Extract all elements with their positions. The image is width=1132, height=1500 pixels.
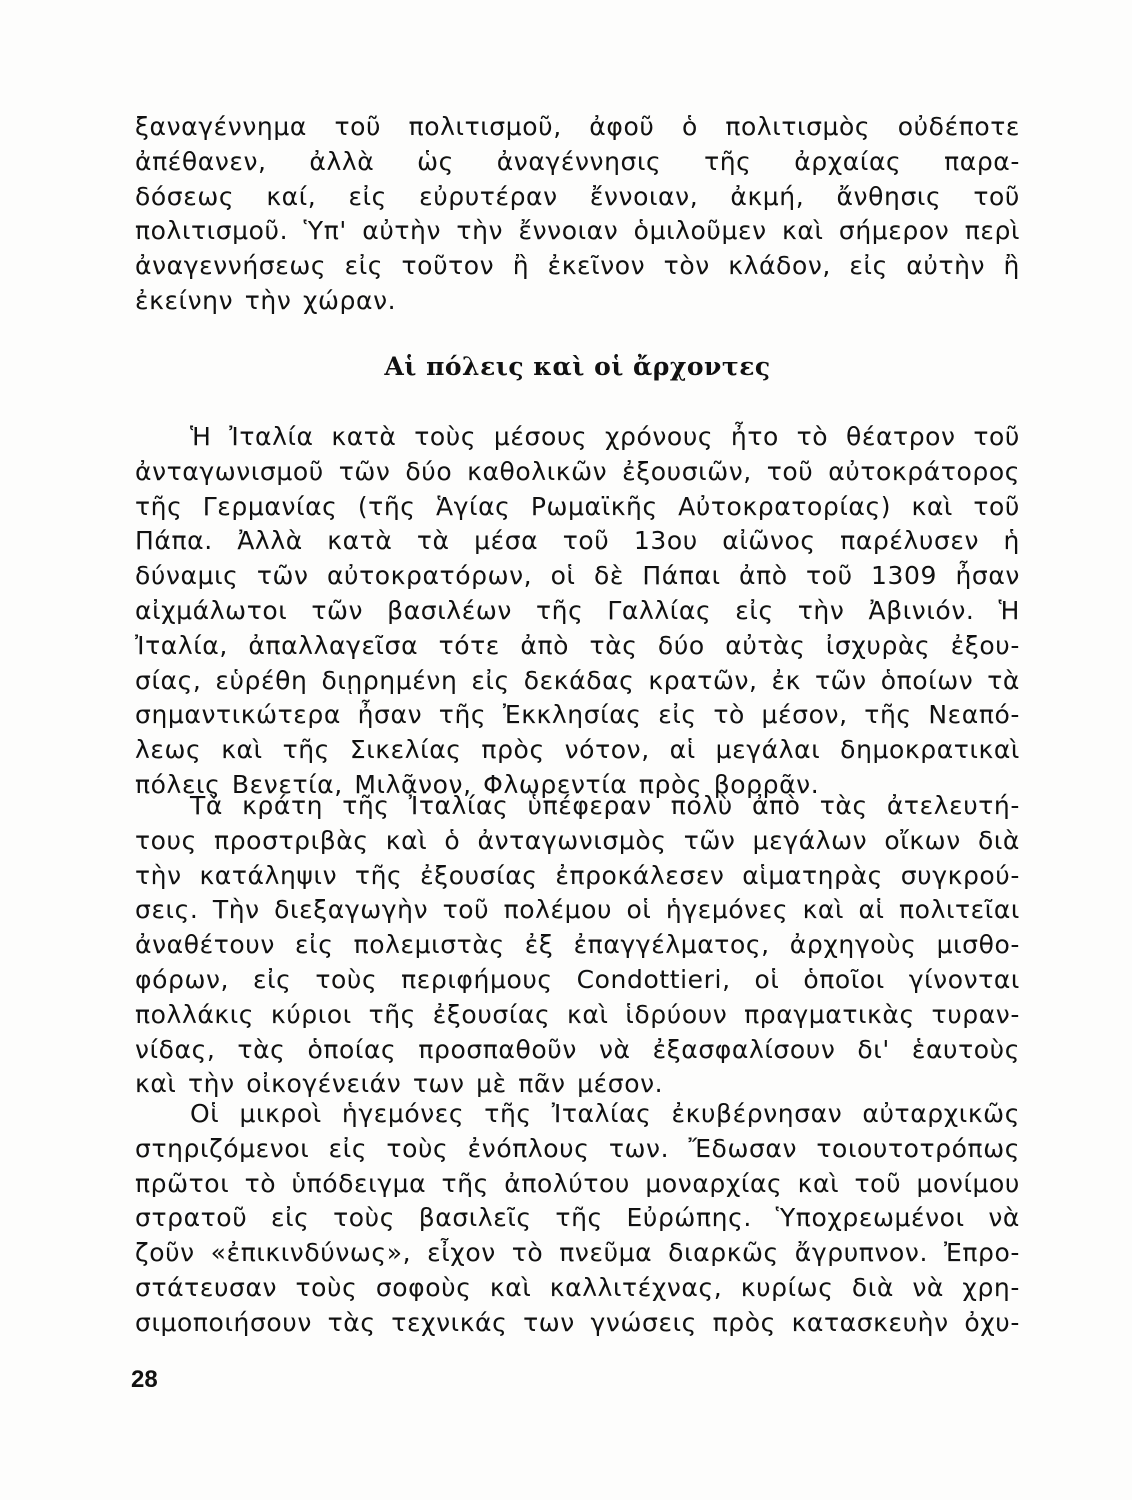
text-line: ἐκείνην τὴν χώραν. [135, 285, 397, 315]
text-line: στηριζόμενοι εἰς τοὺς ἐνόπλους των. Ἔδωσαν τοιουτοτρόπως [135, 1133, 1020, 1163]
text-line: νίδας, τὰς ὁποίας προσπαθοῦν νὰ ἐξασφαλίσουν δι' ἑαυτοὺς [135, 1034, 1020, 1064]
text-line: πόλεις Βενετία, Μιλᾶνον, Φλωρεντία πρὸς βορρᾶν. [135, 769, 820, 799]
paragraph-princes [135, 1097, 1020, 1341]
text-line: πολλάκις κύριοι τῆς ἐξουσίας καὶ ἱδρύουν πραγματικὰς τυραν- [135, 999, 1020, 1029]
text-line: ἀναθέτουν εἰς πολεμιστὰς ἐξ ἐπαγγέλματος, ἀρχηγοὺς μισθο- [135, 930, 1020, 960]
text-line: Ἰταλία, ἀπαλλαγεῖσα τότε ἀπὸ τὰς δύο αὐτὰς ἰσχυρὰς ἐξου- [135, 630, 1020, 660]
text-line: ἀναγεννήσεως εἰς τοῦτον ἢ ἐκεῖνον τὸν κλάδον, εἰς αὐτὴν ἢ [135, 251, 1020, 281]
text-line: τὴν κατάληψιν τῆς ἐξουσίας ἐπροκάλεσεν αἱματηρὰς συγκρού- [135, 860, 1020, 890]
text-line: Οἱ μικροὶ ἡγεμόνες τῆς Ἰταλίας ἐκυβέρνησαν αὐταρχικῶς [190, 1099, 1020, 1128]
text-line: ἀπέθανεν, ἀλλὰ ὡς ἀναγέννησις τῆς ἀρχαίας παρα- [135, 146, 1020, 176]
text-line: τῆς Γερμανίας (τῆς Ἁγίας Ρωμαϊκῆς Αὐτοκρατορίας) καὶ τοῦ [135, 491, 1020, 521]
paragraph-intro [135, 110, 1020, 319]
text-line: τους προστριβὰς καὶ ὁ ἀνταγωνισμὸς τῶν μεγάλων οἴκων διὰ [135, 825, 1020, 855]
text-line: σεις. Τὴν διεξαγωγὴν τοῦ πολέμου οἱ ἡγεμόνες καὶ αἱ πολιτεῖαι [135, 895, 1020, 925]
text-line: σίας, εὑρέθη διῃρημένη εἰς δεκάδας κρατῶν, ἐκ τῶν ὁποίων τὰ [135, 665, 1020, 695]
text-line: δόσεως καί, εἰς εὐρυτέραν ἔννοιαν, ἀκμή, ἄνθησις τοῦ [135, 181, 1020, 211]
text-line: ἀνταγωνισμοῦ τῶν δύο καθολικῶν ἐξουσιῶν, τοῦ αὐτοκράτορος [135, 456, 1020, 486]
paragraph-states [135, 789, 1020, 1102]
section-heading: Αἱ πόλεις καὶ οἱ ἄρχοντες [384, 352, 771, 381]
page-number: 28 [131, 1366, 158, 1393]
text-line: δύναμις τῶν αὐτοκρατόρων, οἱ δὲ Πάπαι ἀπὸ τοῦ 1309 ἦσαν [135, 561, 1020, 591]
text-line: Τὰ κράτη τῆς Ἰταλίας ὑπέφεραν πολὺ ἀπὸ τὰς ἀτελευτή- [190, 791, 1020, 820]
text-line: Πάπα. Ἀλλὰ κατὰ τὰ μέσα τοῦ 13ου αἰῶνος παρέλυσεν ἡ [135, 526, 1020, 556]
text-line: στάτευσαν τοὺς σοφοὺς καὶ καλλιτέχνας, κυρίως διὰ νὰ χρη- [135, 1272, 1020, 1302]
text-line: πρῶτοι τὸ ὑπόδειγμα τῆς ἀπολύτου μοναρχίας καὶ τοῦ μονίμου [135, 1168, 1020, 1198]
text-line: στρατοῦ εἰς τοὺς βασιλεῖς τῆς Εὐρώπης. Ὑποχρεωμένοι νὰ [135, 1203, 1020, 1233]
text-line: Ἡ Ἰταλία κατὰ τοὺς μέσους χρόνους ἦτο τὸ θέατρον τοῦ [190, 422, 1020, 451]
text-line: φόρων, εἰς τοὺς περιφήμους Condottieri, οἱ ὁποῖοι γίνονται [135, 964, 1020, 994]
text-line: σιμοποιήσουν τὰς τεχνικάς των γνώσεις πρὸς κατασκευὴν ὀχυ- [135, 1307, 1020, 1337]
text-line: καὶ τὴν οἰκογένειάν των μὲ πᾶν μέσον. [135, 1069, 664, 1099]
text-line: ζοῦν «ἐπικινδύνως», εἶχον τὸ πνεῦμα διαρκῶς ἄγρυπνον. Ἐπρο- [135, 1238, 1020, 1268]
text-line: αἰχμάλωτοι τῶν βασιλέων τῆς Γαλλίας εἰς τὴν Ἀβινιόν. Ἡ [135, 595, 1020, 625]
paragraph-italy [135, 420, 1020, 803]
text-line: λεως καὶ τῆς Σικελίας πρὸς νότον, αἱ μεγάλαι δημοκρατικαὶ [135, 735, 1020, 765]
text-line: σημαντικώτερα ἦσαν τῆς Ἐκκλησίας εἰς τὸ μέσον, τῆς Νεαπό- [135, 700, 1020, 730]
text-line: ξαναγέννημα τοῦ πολιτισμοῦ, ἀφοῦ ὁ πολιτισμὸς οὐδέποτε [135, 112, 1020, 141]
text-line: πολιτισμοῦ. Ὑπ' αὐτὴν τὴν ἔννοιαν ὁμιλοῦμεν καὶ σήμερον περὶ [135, 216, 1020, 246]
